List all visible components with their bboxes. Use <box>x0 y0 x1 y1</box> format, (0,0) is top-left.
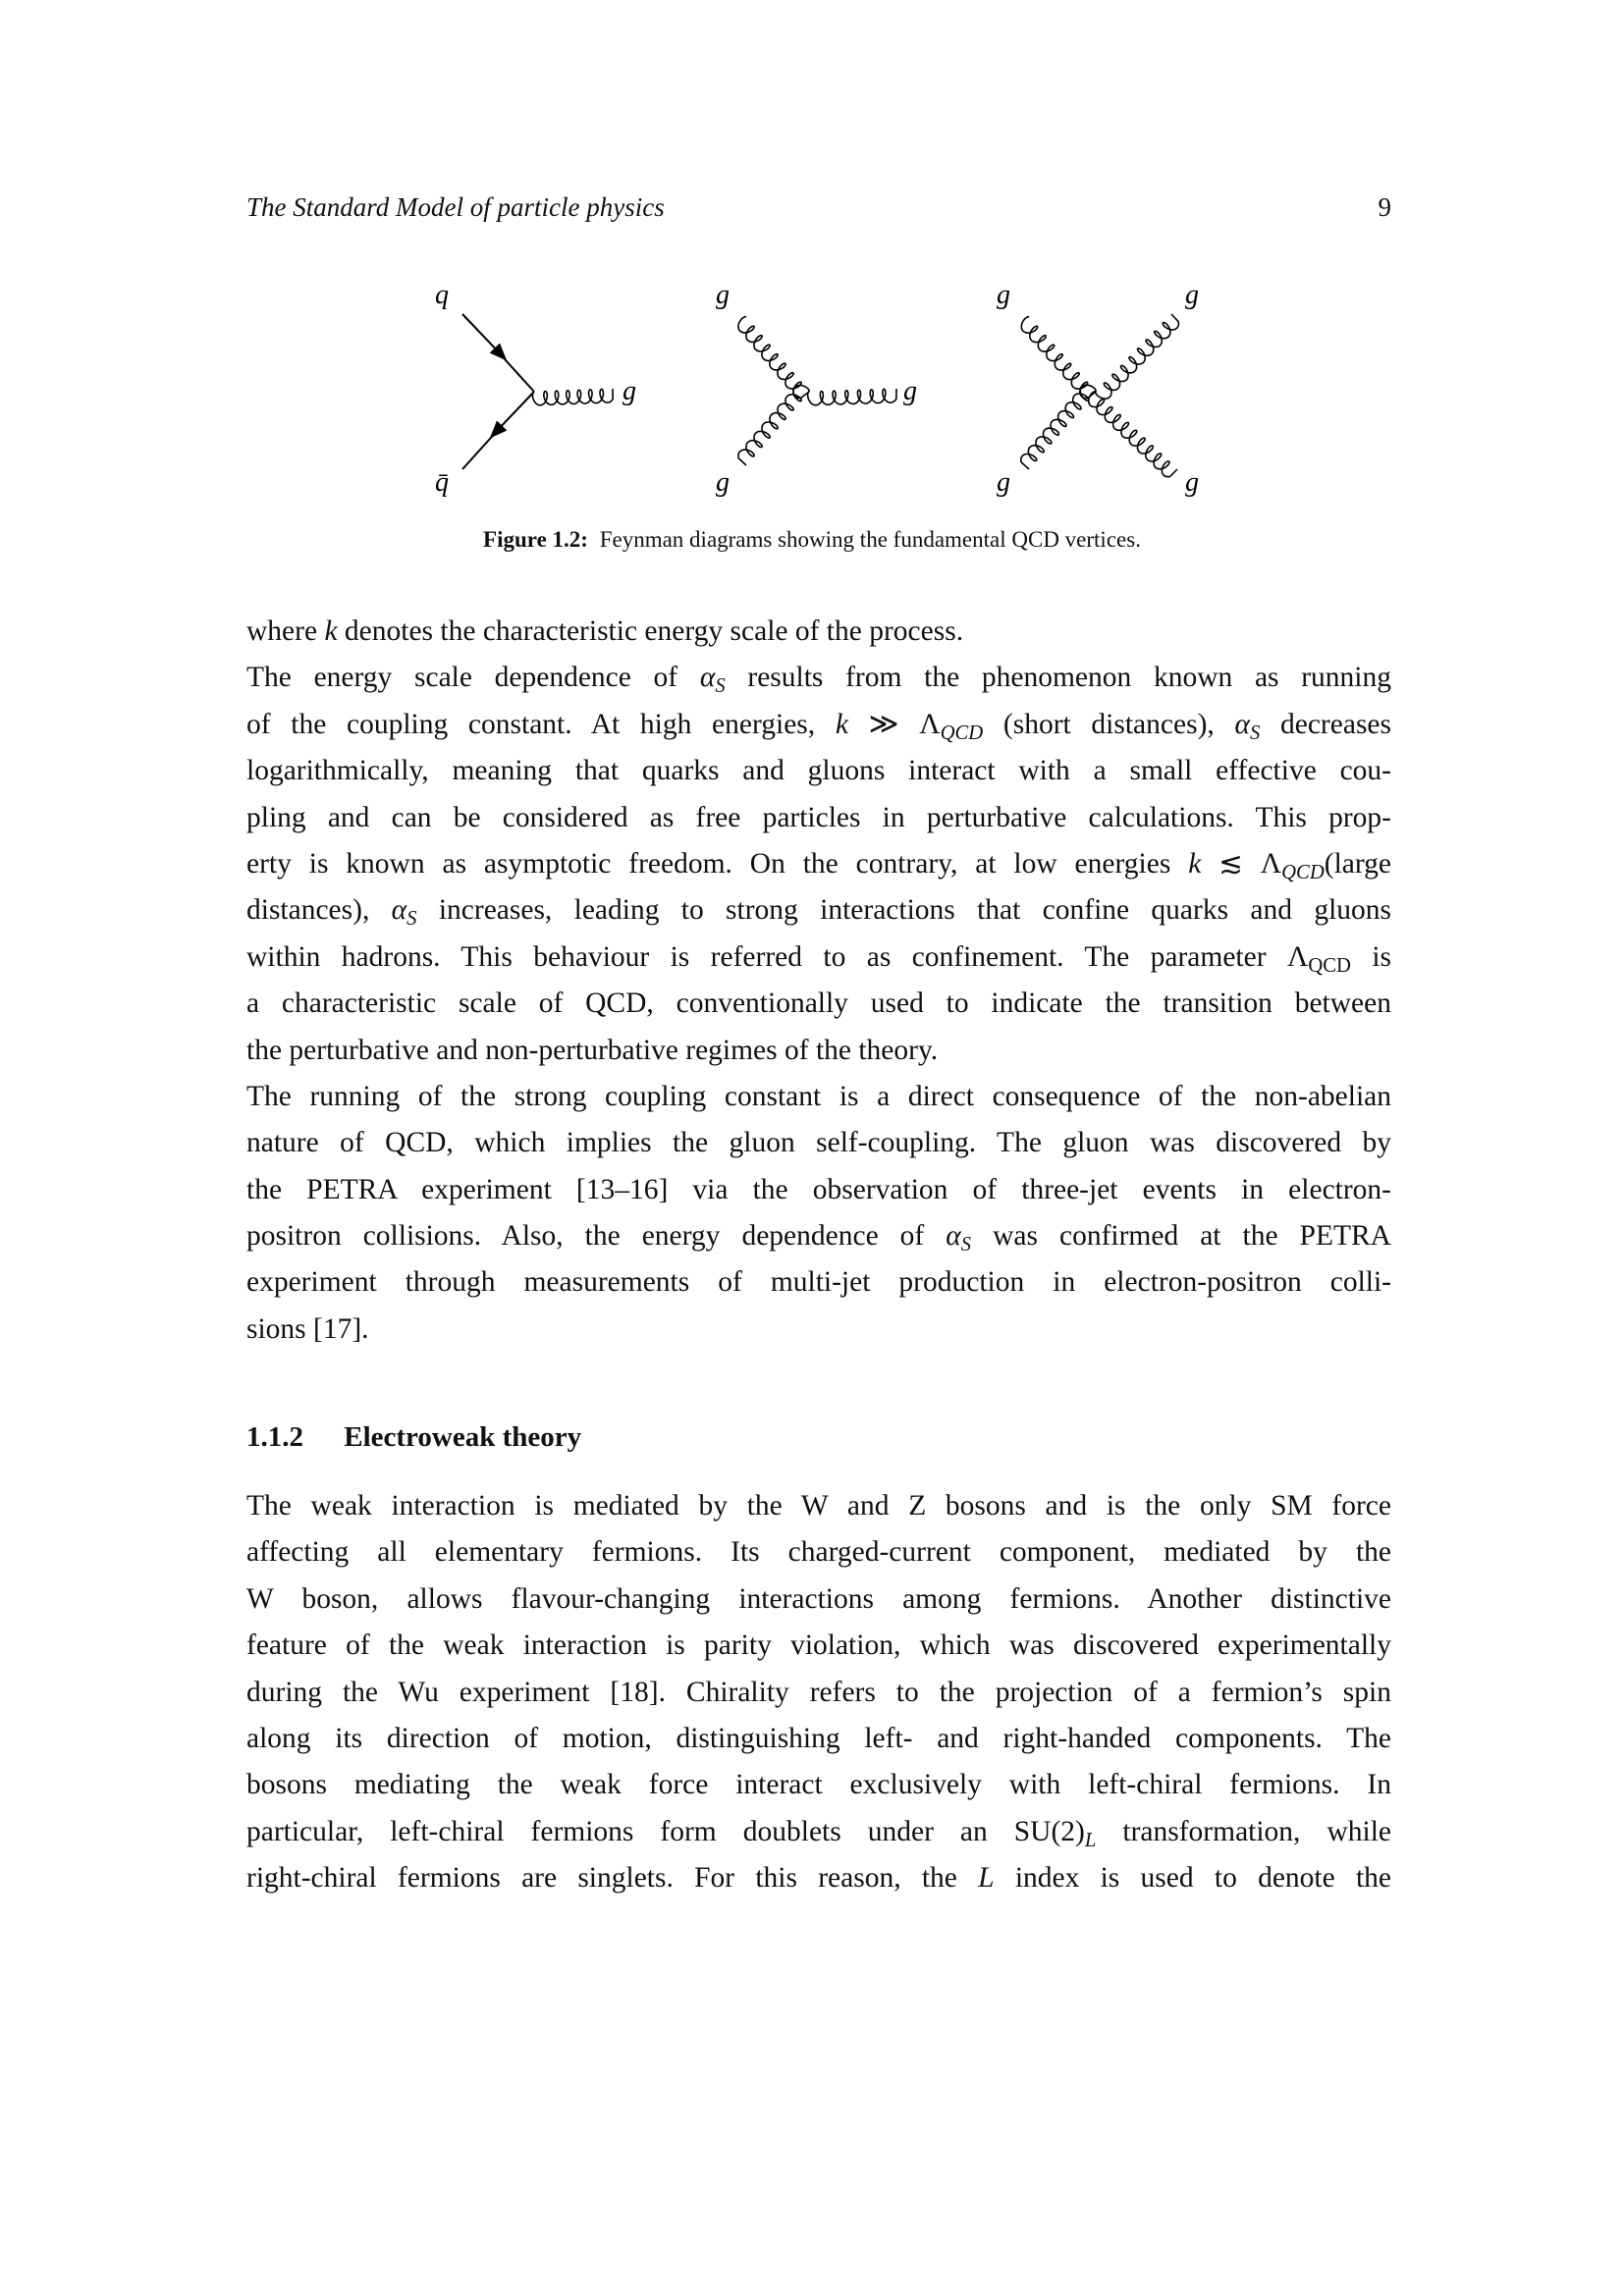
math-symbol <box>324 615 337 647</box>
text-run: during the Wu experiment [18]. Chirality refers to the projection of a fermion’s spin <box>246 1676 1391 1708</box>
text-run: (large <box>1324 847 1391 880</box>
math-subscript: S <box>1249 721 1261 744</box>
label-quark: q <box>435 280 449 310</box>
text-line <box>246 609 1391 655</box>
text-run: ≲ <box>1201 847 1261 880</box>
math-base: Λ <box>1260 847 1282 880</box>
math-symbol <box>1234 708 1261 744</box>
gluon-line <box>1089 392 1177 477</box>
paragraph <box>246 655 1391 1074</box>
math-base: α <box>391 894 407 927</box>
text-line <box>246 1670 1391 1716</box>
math-base: α <box>699 662 716 694</box>
gluon-line <box>532 389 613 405</box>
math-base: α <box>946 1220 961 1253</box>
math-symbol <box>391 894 417 931</box>
text-line <box>246 1483 1391 1529</box>
quark-line <box>462 314 501 354</box>
label-gluon: g <box>997 280 1010 310</box>
math-base: k <box>324 615 338 647</box>
text-run: bosons mediating the weak force interact exclusively with left-chiral fermions. In <box>246 1769 1391 1801</box>
label-gluon: g <box>623 376 636 406</box>
figure-caption-label: Figure 1.2: <box>483 527 588 552</box>
math-base: k <box>1188 847 1202 880</box>
text-run: ≫ <box>847 708 920 740</box>
math-symbol <box>1084 1816 1097 1851</box>
text-run: of the coupling constant. At high energies, <box>246 708 836 740</box>
text-line <box>246 1716 1391 1762</box>
math-subscript: QCD <box>940 721 984 744</box>
text-run: where <box>246 615 325 647</box>
text-run: feature of the weak interaction is parity violation, which was discovered experimentally <box>246 1629 1391 1662</box>
math-symbol <box>1260 847 1325 884</box>
section-number: 1.1.2 <box>246 1421 303 1453</box>
math-subscript: S <box>715 675 726 698</box>
math-subscript: L <box>1084 1829 1097 1851</box>
text-run: index is used to denote the <box>994 1862 1391 1895</box>
section-heading <box>246 1421 581 1454</box>
math-symbol <box>919 708 984 744</box>
text-run: transformation, while <box>1096 1815 1391 1847</box>
running-header <box>246 192 1391 223</box>
text-line <box>246 1074 1391 1120</box>
quark-gluon-vertex-diagram <box>462 314 613 469</box>
text-run: nature of QCD, which implies the gluon self-coupling. The gluon was discovered by <box>246 1127 1391 1159</box>
math-symbol <box>1188 848 1201 880</box>
text-run: distances), <box>246 894 392 927</box>
math-subscript: S <box>406 908 417 931</box>
text-run: particular, left-chiral fermions form doublets under an SU(2) <box>246 1815 1085 1847</box>
feynman-diagrams-figure <box>0 265 1624 520</box>
three-gluon-vertex-diagram <box>738 317 896 465</box>
text-run: experiment through measurements of multi-jet production in electron-positron colli- <box>246 1266 1391 1299</box>
paragraph <box>246 1483 1391 1902</box>
gluon-line <box>808 389 896 405</box>
text-run: W boson, allows flavour-changing interactions among fermions. Another distinctive <box>246 1582 1391 1615</box>
four-gluon-vertex-diagram <box>1021 314 1179 477</box>
text-run: pling and can be considered as free particles in perturbative calculations. This prop- <box>246 801 1391 833</box>
text-line <box>246 1809 1391 1855</box>
gluon-line <box>738 386 809 466</box>
antiquark-line <box>462 429 499 469</box>
text-run: logarithmically, meaning that quarks and gluons interact with a small effective cou- <box>246 755 1391 787</box>
text-run: The weak interaction is mediated by the W and Z bosons and is the only SM force <box>246 1490 1391 1522</box>
text-run: is <box>1350 940 1391 973</box>
text-line <box>246 1028 1391 1074</box>
gluon-line <box>1096 314 1179 399</box>
text-line <box>246 655 1391 701</box>
text-run: decreases <box>1260 708 1391 740</box>
math-symbol <box>978 1862 994 1894</box>
text-line <box>246 702 1391 748</box>
text-run: within hadrons. This behaviour is referred to as confinement. The parameter <box>246 940 1287 973</box>
math-base: Λ <box>1286 940 1309 973</box>
body-text-section-2 <box>246 1483 1391 1902</box>
label-gluon: g <box>1185 467 1199 498</box>
text-line <box>246 981 1391 1027</box>
text-line <box>246 1307 1391 1353</box>
label-gluon: g <box>997 467 1010 498</box>
text-line <box>246 1762 1391 1808</box>
text-line <box>246 795 1391 841</box>
math-subscript: QCD <box>1308 954 1351 977</box>
text-line <box>246 1576 1391 1623</box>
text-run: a characteristic scale of QCD, conventionally used to indicate the transition between <box>246 988 1391 1020</box>
text-run: right-chiral fermions are singlets. For this reason, the <box>246 1862 979 1895</box>
text-run: erty is known as asymptotic freedom. On the contrary, at low energies <box>246 847 1189 880</box>
text-line <box>246 1529 1391 1575</box>
text-run: denotes the characteristic energy scale of the process. <box>337 615 964 647</box>
figure-caption-text: Feynman diagrams showing the fundamental QCD vertices. <box>599 527 1141 552</box>
math-base: α <box>1234 708 1250 740</box>
antiquark-line <box>496 392 534 432</box>
text-line <box>246 1167 1391 1213</box>
text-run: affecting all elementary fermions. Its charged-current component, mediated by the <box>246 1536 1391 1569</box>
text-line <box>246 841 1391 887</box>
body-text-section-1 <box>246 609 1391 1353</box>
text-line <box>246 1120 1391 1166</box>
label-antiquark: q̄ <box>435 467 449 498</box>
text-run: results from the phenomenon known as running <box>725 662 1391 694</box>
text-line <box>246 1259 1391 1306</box>
text-line <box>246 1213 1391 1259</box>
page-number: 9 <box>1378 192 1391 222</box>
math-base: Λ <box>919 708 941 740</box>
text-line <box>246 1623 1391 1669</box>
text-run: (short distances), <box>983 708 1235 740</box>
math-symbol <box>699 662 726 698</box>
section-title: Electroweak theory <box>344 1421 582 1453</box>
text-line <box>246 1855 1391 1901</box>
text-run: sions [17]. <box>246 1312 369 1345</box>
math-symbol <box>1286 940 1351 977</box>
text-run: The running of the strong coupling constant is a direct consequence of the non-abelian <box>246 1080 1391 1112</box>
text-run: the PETRA experiment [13–16] via the observation of three-jet events in electron- <box>246 1173 1391 1205</box>
paragraph <box>246 1074 1391 1353</box>
label-gluon: g <box>903 376 917 406</box>
running-title: The Standard Model of particle physics <box>246 192 665 222</box>
math-base: k <box>835 708 848 740</box>
text-run: The energy scale dependence of <box>246 662 700 694</box>
text-run: was confirmed at the PETRA <box>971 1220 1391 1253</box>
text-run: positron collisions. Also, the energy dependence of <box>246 1220 947 1253</box>
text-run: increases, leading to strong interactions that confine quarks and gluons <box>416 894 1391 927</box>
math-base: L <box>978 1862 995 1895</box>
paragraph <box>246 609 1391 655</box>
math-symbol <box>946 1220 972 1256</box>
label-gluon: g <box>1185 280 1199 310</box>
text-run: along its direction of motion, distinguishing left- and right-handed components. The <box>246 1722 1391 1754</box>
text-line <box>246 748 1391 794</box>
math-subscript: QCD <box>1281 862 1325 884</box>
math-subscript: S <box>960 1234 972 1256</box>
text-line <box>246 887 1391 934</box>
label-gluon: g <box>716 280 730 310</box>
quark-line <box>496 349 534 392</box>
text-line <box>246 934 1391 981</box>
label-gluon: g <box>716 467 730 498</box>
math-symbol <box>836 709 848 740</box>
figure-caption <box>0 527 1624 553</box>
text-run: the perturbative and non-perturbative regimes of the theory. <box>246 1034 939 1066</box>
